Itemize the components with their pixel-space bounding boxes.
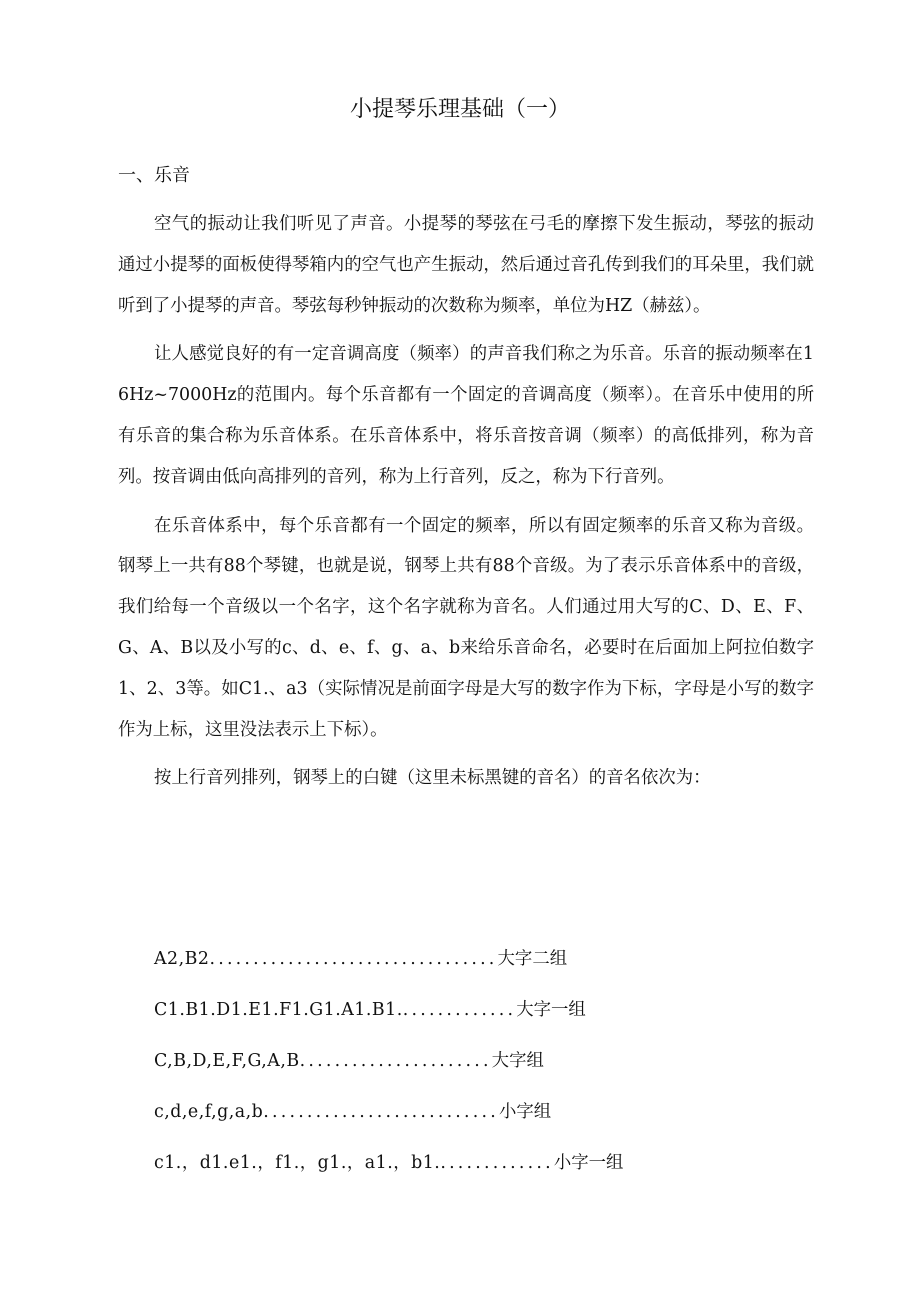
group-name: 大字组 — [491, 1051, 544, 1071]
group-notes: c,d,e,f,g,a,b — [154, 1102, 264, 1122]
group-name: 小字一组 — [553, 1153, 624, 1173]
paragraph-white-keys-intro: 按上行音列排列，钢琴上的白键（这里未标黑键的音名）的音名依次为： — [154, 768, 711, 789]
group-notes: C1.B1.D1.E1.F1.G1.A1.B1. — [154, 1000, 403, 1020]
octave-group-row — [154, 934, 794, 985]
octave-group-row — [154, 1036, 794, 1087]
octave-group-row — [154, 1138, 794, 1189]
group-notes: C,B,D,E,F,G,A,B — [154, 1051, 300, 1071]
section-heading: 一、乐音 — [118, 165, 190, 186]
dot-leader: ............. — [440, 1153, 554, 1173]
document-title: 小提琴乐理基础（一） — [349, 97, 570, 122]
paragraph-musical-tone: 让人感觉良好的有一定音调高度（频率）的声音我们称之为乐音。乐音的振动频率在16Hz~7000Hz的范围内。每个乐音都有一个固定的音调高度（频率）。在音乐中使用的所有乐音的集合称为乐音体系。在乐音体系中，将乐音按音调（频率）的高低排列，称为音列。按音调由低向高排列的音列，称为上行音列，反之，称为下行音列。 — [118, 344, 814, 487]
dot-leader: ........................... — [263, 1102, 499, 1122]
group-notes: c1.，d1.e1.，f1.，g1.，a1.，b1. — [154, 1153, 441, 1173]
group-notes: A2,B2 — [154, 949, 210, 969]
group-name: 大字二组 — [497, 949, 568, 969]
group-name: 大字一组 — [516, 1000, 586, 1020]
dot-leader: ...................... — [299, 1051, 492, 1071]
octave-group-row — [154, 985, 794, 1036]
paragraph-sound-vibration: 空气的振动让我们听见了声音。小提琴的琴弦在弓毛的摩擦下发生振动，琴弦的振动通过小提琴的面板使得琴箱内的空气也产生振动，然后通过音孔传到我们的耳朵里，我们就听到了小提琴的声音。琴弦每秒钟振动的次数称为频率，单位为HZ（赫兹）。 — [118, 214, 814, 316]
dot-leader: ............. — [402, 1000, 517, 1020]
document-body — [118, 204, 814, 807]
group-name: 小字组 — [498, 1102, 552, 1122]
paragraph-pitch-names: 在乐音体系中，每个乐音都有一个固定的频率，所以有固定频率的乐音又称为音级。钢琴上一共有88个琴键，也就是说，钢琴上共有88个音级。为了表示乐音体系中的音级，我们给每一个音级以一个名字，这个名字就称为音名。人们通过用大写的C、D、E、F、G、A、B以及小写的c、d、e、f、g、a、b来给乐音命名，必要时在后面加上阿拉伯数字1、2、3等。如C1.、a3（实际情况是前面字母是大写的数字作为下标，字母是小写的数字作为上标，这里没法表示上下标）。 — [118, 515, 814, 740]
dot-leader: ................................. — [209, 949, 498, 969]
octave-group-list — [154, 934, 794, 1189]
octave-group-row — [154, 1087, 794, 1138]
